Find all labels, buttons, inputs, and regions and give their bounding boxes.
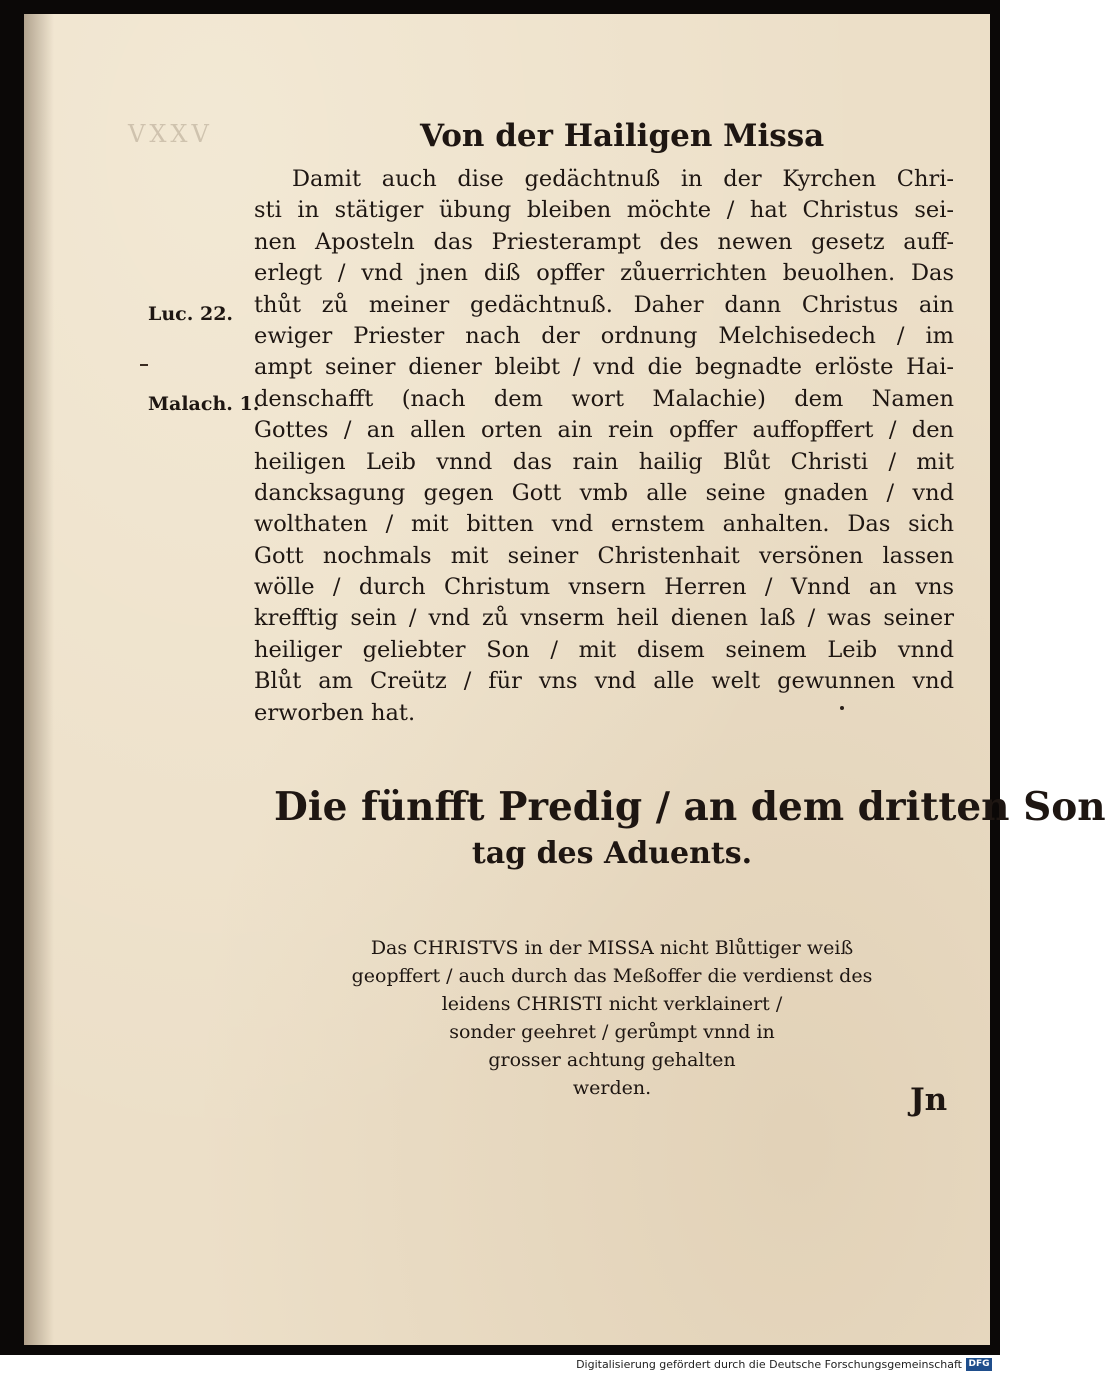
margin-dash-mark: [140, 364, 148, 366]
body-line: nen Aposteln das Priesterampt des newen gesetz auff-: [254, 228, 954, 255]
summary-line: werden.: [572, 1077, 652, 1099]
margin-note-malach: Malach. 1.: [148, 393, 260, 415]
margin-note-luc: Luc. 22.: [148, 303, 234, 325]
body-text: [254, 164, 954, 729]
summary-line: Das CHRISTVS in der MISSA nicht Blůttiger weiß: [370, 937, 854, 959]
body-line: ampt seiner diener bleibt / vnd die begnadte erlöste Hai-: [254, 354, 954, 381]
catchword: Jn: [910, 1082, 948, 1118]
dfg-logo-icon: DFG: [966, 1358, 992, 1371]
funding-credit: Digitalisierung gefördert durch die Deutsche Forschungsgemeinschaft: [576, 1358, 962, 1371]
show-through-folio: VXXV: [128, 120, 213, 148]
book-page: [24, 14, 1106, 1345]
summary-line: grosser achtung gehalten: [488, 1049, 736, 1071]
body-line: Blůt am Creütz / für vns vnd alle welt gewunnen vnd: [254, 668, 954, 695]
footer-bar: [0, 1355, 1000, 1375]
body-line: sti in stätiger übung bleiben möchte / hat Christus sei-: [254, 197, 954, 224]
sermon-summary: [274, 934, 950, 1102]
sermon-title-line-2: tag des Aduents.: [471, 836, 753, 871]
body-line: ewiger Priester nach der ordnung Melchisedech / im: [254, 322, 954, 349]
body-line: heiliger geliebter Son / mit disem seinem Leib vnnd: [254, 636, 954, 663]
summary-line: geopffert / auch durch das Meßoffer die verdienst des: [351, 965, 873, 987]
body-line: wölle / durch Christum vnsern Herren / Vnnd an vns: [254, 574, 954, 601]
body-line: wolthaten / mit bitten vnd ernstem anhalten. Das sich: [254, 511, 954, 538]
body-line: krefftig sein / vnd zů vnserm heil dienen laß / was seiner: [254, 605, 954, 632]
body-line: denschafft (nach dem wort Malachie) dem Namen: [254, 385, 954, 412]
sermon-title-line-1: Die fünfft Predig / an dem dritten Son: [274, 784, 1106, 830]
ink-dot: [840, 706, 844, 710]
body-line: Gottes / an allen orten ain rein opffer auffopffert / den: [254, 417, 954, 444]
body-line: heiligen Leib vnnd das rain hailig Blůt Christi / mit: [254, 448, 954, 475]
body-line: thůt zů meiner gedächtnuß. Daher dann Christus ain: [254, 291, 954, 318]
body-line: dancksagung gegen Gott vmb alle seine gnaden / vnd: [254, 479, 954, 506]
body-line: erworben hat.: [254, 699, 416, 726]
gutter-shadow: [24, 14, 54, 1345]
body-line: Gott nochmals mit seiner Christenhait versönen lassen: [254, 542, 954, 569]
body-line: erlegt / vnd jnen diß opffer zůuerrichten beuolhen. Das: [254, 260, 954, 287]
summary-line: sonder geehret / gerůmpt vnnd in: [449, 1021, 775, 1043]
body-line: Damit auch dise gedächtnuß in der Kyrchen Chri-: [292, 166, 954, 192]
running-header: Von der Hailigen Missa: [420, 118, 825, 154]
summary-line: leidens CHRISTI nicht verklainert /: [441, 993, 783, 1015]
